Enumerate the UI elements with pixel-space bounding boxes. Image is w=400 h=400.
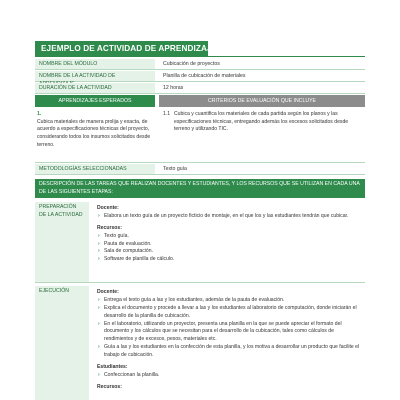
chevron-right-icon: › (98, 248, 100, 255)
execution-label: EJECUCIÓN (35, 286, 89, 400)
chevron-right-icon: › (98, 240, 100, 247)
expected-text: Cubica materiales de manera prolija y exacta, de acuerdo a especificaciones técnicas del proyecto, considerando todos los insumos solicitados desde terreno. (37, 118, 151, 148)
info-row-module (35, 59, 365, 70)
preparation-label: PREPARACIÓN DE LA ACTIVIDAD (35, 202, 89, 282)
methods-label: METODOLOGÍAS SELECCIONADAS (35, 164, 155, 174)
chevron-right-icon: › (98, 371, 100, 378)
chevron-right-icon: › (98, 212, 100, 219)
estudiantes-title: Estudiantes: (97, 364, 128, 371)
docente-title: Docente: (97, 205, 119, 211)
list-item: › Entrega el texto guía a las y los estudiantes, además de la pauta de evaluación. (98, 296, 285, 303)
info-value: Cubicación de proyectos (163, 61, 220, 67)
estudiantes-list (97, 372, 361, 380)
info-value: 12 horas (163, 85, 184, 91)
activity-banner: EJEMPLO DE ACTIVIDAD DE APRENDIZAJE (35, 41, 208, 56)
criteria-text: Cubica y cuantifica los materiales de cada partida según los planos y las especificaciones técnicas, entregando además los excesos solicitados desde terreno y utilizando TIC. (174, 111, 349, 133)
chevron-right-icon: › (98, 320, 100, 327)
chevron-right-icon: › (98, 296, 100, 303)
expected-header: APRENDIZAJES ESPERADOS (35, 95, 155, 107)
outcomes-header (35, 95, 365, 107)
info-row-duration (35, 83, 365, 94)
banner-rule (35, 56, 365, 57)
list-item: › Guía a las y los estudiantes en la confección de esta planilla, y los motiva a desarrollar un producto que facilite el trabajo de cubicación. (98, 344, 360, 359)
chevron-right-icon: › (98, 304, 100, 311)
chevron-right-icon: › (98, 232, 100, 239)
docente-title: Docente: (97, 289, 119, 295)
chevron-right-icon: › (98, 344, 100, 351)
tasks-section-title: DESCRIPCIÓN DE LAS TAREAS QUE REALIZAN DOCENTES Y ESTUDIANTES, Y LOS RECURSOS QUE SE UTILIZAN EN CADA UNA DE LAS SIGUIENTES ETAPAS: (35, 179, 365, 198)
docente-list (97, 213, 361, 221)
list-item: › Confeccionan la planilla. (98, 371, 160, 378)
methods-value: Texto guía (163, 166, 187, 172)
outcomes-row (35, 108, 365, 163)
methods-row (35, 164, 365, 175)
list-item: › Software de planilla de cálculo. (98, 256, 175, 263)
preparation-block (35, 202, 365, 283)
list-item: › Sala de computación. (98, 248, 153, 255)
preparation-body (93, 202, 365, 282)
info-label: DURACIÓN DE LA ACTIVIDAD (35, 83, 155, 93)
expected-cell (35, 108, 155, 162)
docente-list (97, 297, 361, 360)
criteria-number: 1.1 (163, 111, 171, 117)
list-item: › Texto guía. (98, 232, 129, 239)
criteria-cell (159, 108, 365, 162)
list-item: › En el laboratorio, utilizando un proyector, presenta una planilla en la que se puede apreciar el formato del documento y los cálculos que se necesitan para el desarrollo de la cubicación, tales como cálculos de rendimientos y de excesos, pesos, materiales etc. (98, 320, 342, 343)
chevron-right-icon: › (98, 256, 100, 263)
recursos-title: Recursos: (97, 224, 122, 231)
list-item: › Elabora un texto guía de un proyecto ficticio de montaje, en el que los y las estudiantes tendrán que cubicar. (98, 212, 349, 219)
info-value: Planilla de cubicación de materiales (163, 73, 246, 79)
criteria-header: CRITERIOS DE EVALUACIÓN QUE INCLUYE (159, 95, 365, 107)
expected-number: 1. (37, 111, 42, 117)
list-item: › Pauta de evaluación. (98, 240, 152, 247)
recursos-title: Recursos: (97, 383, 122, 390)
info-label: NOMBRE DE LA ACTIVIDAD DE (35, 71, 155, 81)
info-row-activity (35, 71, 365, 82)
info-label: NOMBRE DEL MÓDULO (35, 59, 155, 69)
execution-body (93, 286, 365, 400)
execution-block (35, 286, 365, 400)
list-item: › Explica el documento y procede a llevar a las y los estudiantes al laboratorio de computación, donde iniciarán el desarrollo de la planilla de cubicación. (98, 304, 357, 319)
recursos-list (97, 233, 361, 265)
